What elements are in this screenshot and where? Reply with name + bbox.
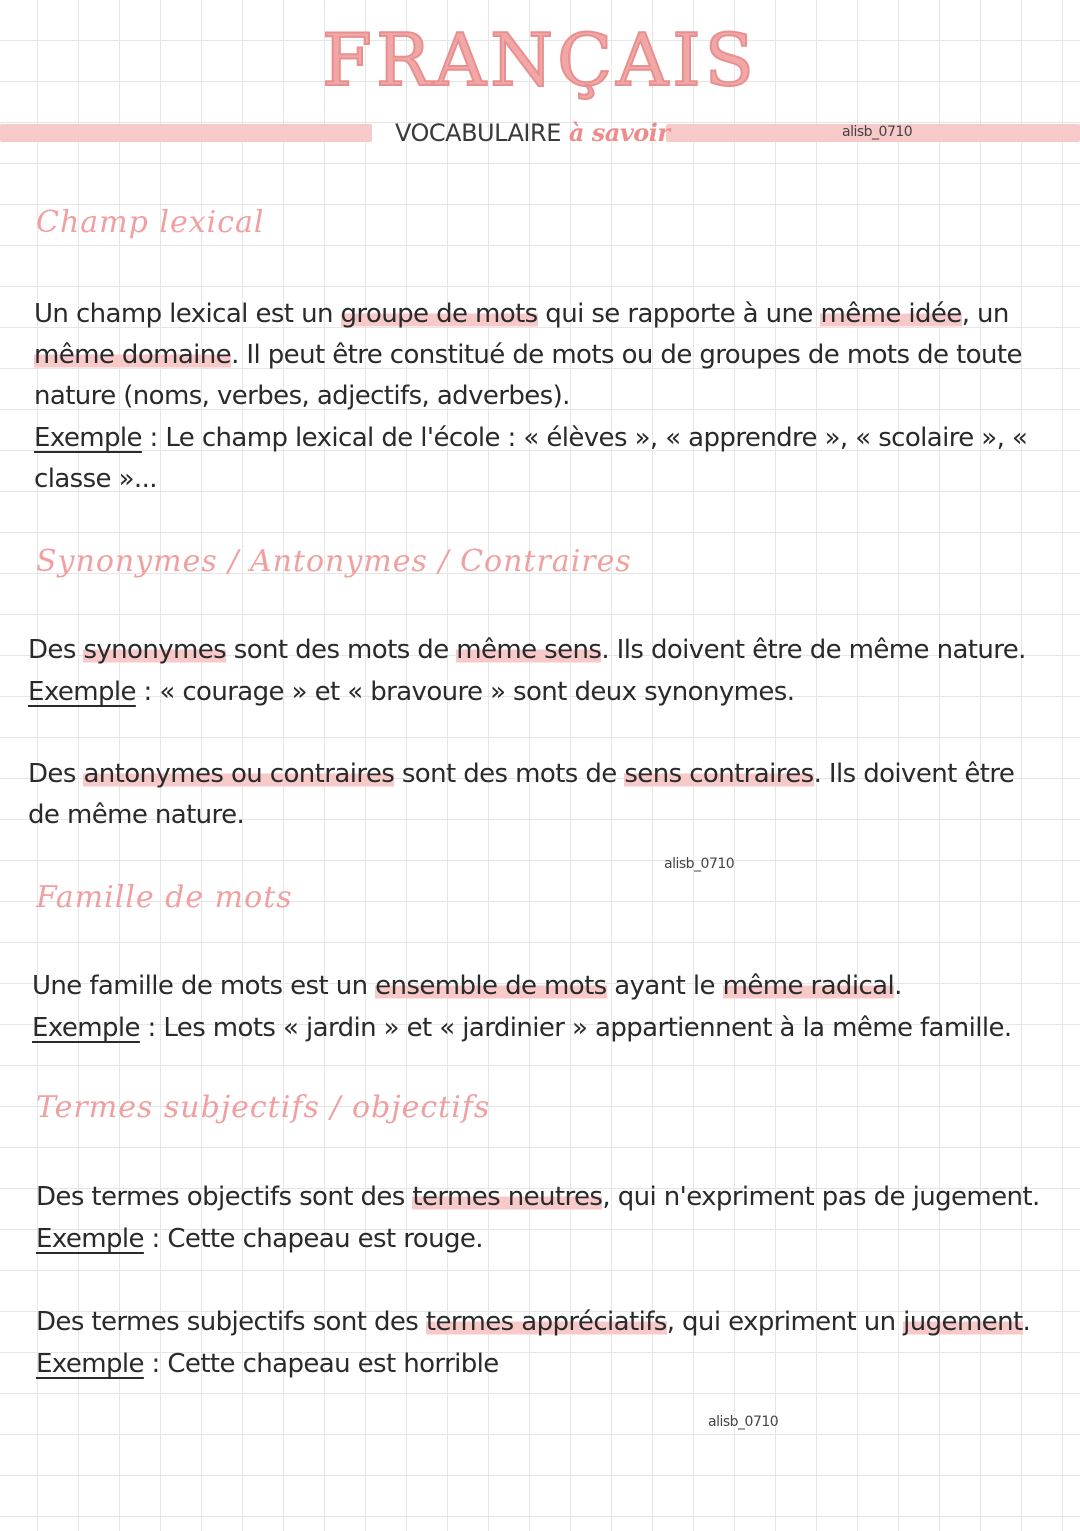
termes-objectifs-example: Exemple : Cette chapeau est rouge. xyxy=(36,1224,483,1254)
heading-famille-de-mots: Famille de mots xyxy=(36,880,293,915)
highlight-synonymes: synonymes xyxy=(83,635,227,665)
highlight-ensemble-de-mots: ensemble de mots xyxy=(375,971,607,1001)
example-label: Exemple xyxy=(34,423,142,453)
termes-subjectifs-definition: Des termes subjectifs sont des termes appréciatifs, qui expriment un jugement. xyxy=(36,1307,1031,1337)
champ-lexical-example: Exemple : Le champ lexical de l'école : « élèves », « apprendre », « scolaire », « classe »... xyxy=(34,423,1028,494)
example-label: Exemple xyxy=(32,1013,140,1043)
termes-objectifs-definition: Des termes objectifs sont des termes neutres, qui n'expriment pas de jugement. xyxy=(36,1182,1040,1212)
highlight-meme-sens: même sens xyxy=(456,635,602,665)
heading-champ-lexical: Champ lexical xyxy=(36,205,265,240)
highlight-meme-idee: même idée xyxy=(820,299,962,329)
highlight-meme-radical: même radical xyxy=(722,971,895,1001)
highlight-groupe-de-mots: groupe de mots xyxy=(340,299,538,329)
page-subtitle xyxy=(395,118,670,147)
highlight-antonymes: antonymes ou contraires xyxy=(83,759,395,789)
subtitle-main: VOCABULAIRE xyxy=(395,119,561,147)
synonymes-definition: Des synonymes sont des mots de même sens. Ils doivent être de même nature. xyxy=(28,635,1026,665)
highlight-termes-neutres: termes neutres xyxy=(412,1182,603,1212)
highlight-meme-domaine: même domaine xyxy=(34,340,232,370)
highlight-sens-contraires: sens contraires xyxy=(624,759,814,789)
highlight-termes-appreciatifs: termes appréciatifs xyxy=(425,1307,667,1337)
subtitle-accent: à savoir xyxy=(568,118,670,147)
synonymes-example: Exemple : « courage » et « bravoure » sont deux synonymes. xyxy=(28,677,795,707)
author-handle-bottom: alisb_0710 xyxy=(708,1414,779,1430)
champ-lexical-definition: Un champ lexical est un groupe de mots qui se rapporte à une même idée, un même domaine. Il peut être constitué de mots ou de groupes de mots de toute nature (noms, verbes, adjectifs, adverbes). xyxy=(34,299,1022,411)
header-band-left xyxy=(0,124,372,142)
termes-subjectifs-example: Exemple : Cette chapeau est horrible xyxy=(36,1349,499,1379)
example-label: Exemple xyxy=(28,677,136,707)
page-title: FRANÇAIS xyxy=(321,18,758,102)
example-label: Exemple xyxy=(36,1224,144,1254)
heading-termes: Termes subjectifs / objectifs xyxy=(36,1090,491,1125)
author-handle-top: alisb_0710 xyxy=(842,124,913,140)
famille-example: Exemple : Les mots « jardin » et « jardinier » appartiennent à la même famille. xyxy=(32,1013,1012,1043)
highlight-jugement: jugement xyxy=(903,1307,1023,1337)
author-handle-middle: alisb_0710 xyxy=(664,856,735,872)
example-label: Exemple xyxy=(36,1349,144,1379)
heading-synonymes: Synonymes / Antonymes / Contraires xyxy=(36,544,632,579)
antonymes-definition: Des antonymes ou contraires sont des mots de sens contraires. Ils doivent être de même nature. xyxy=(28,759,1015,830)
famille-definition: Une famille de mots est un ensemble de mots ayant le même radical. xyxy=(32,971,902,1001)
